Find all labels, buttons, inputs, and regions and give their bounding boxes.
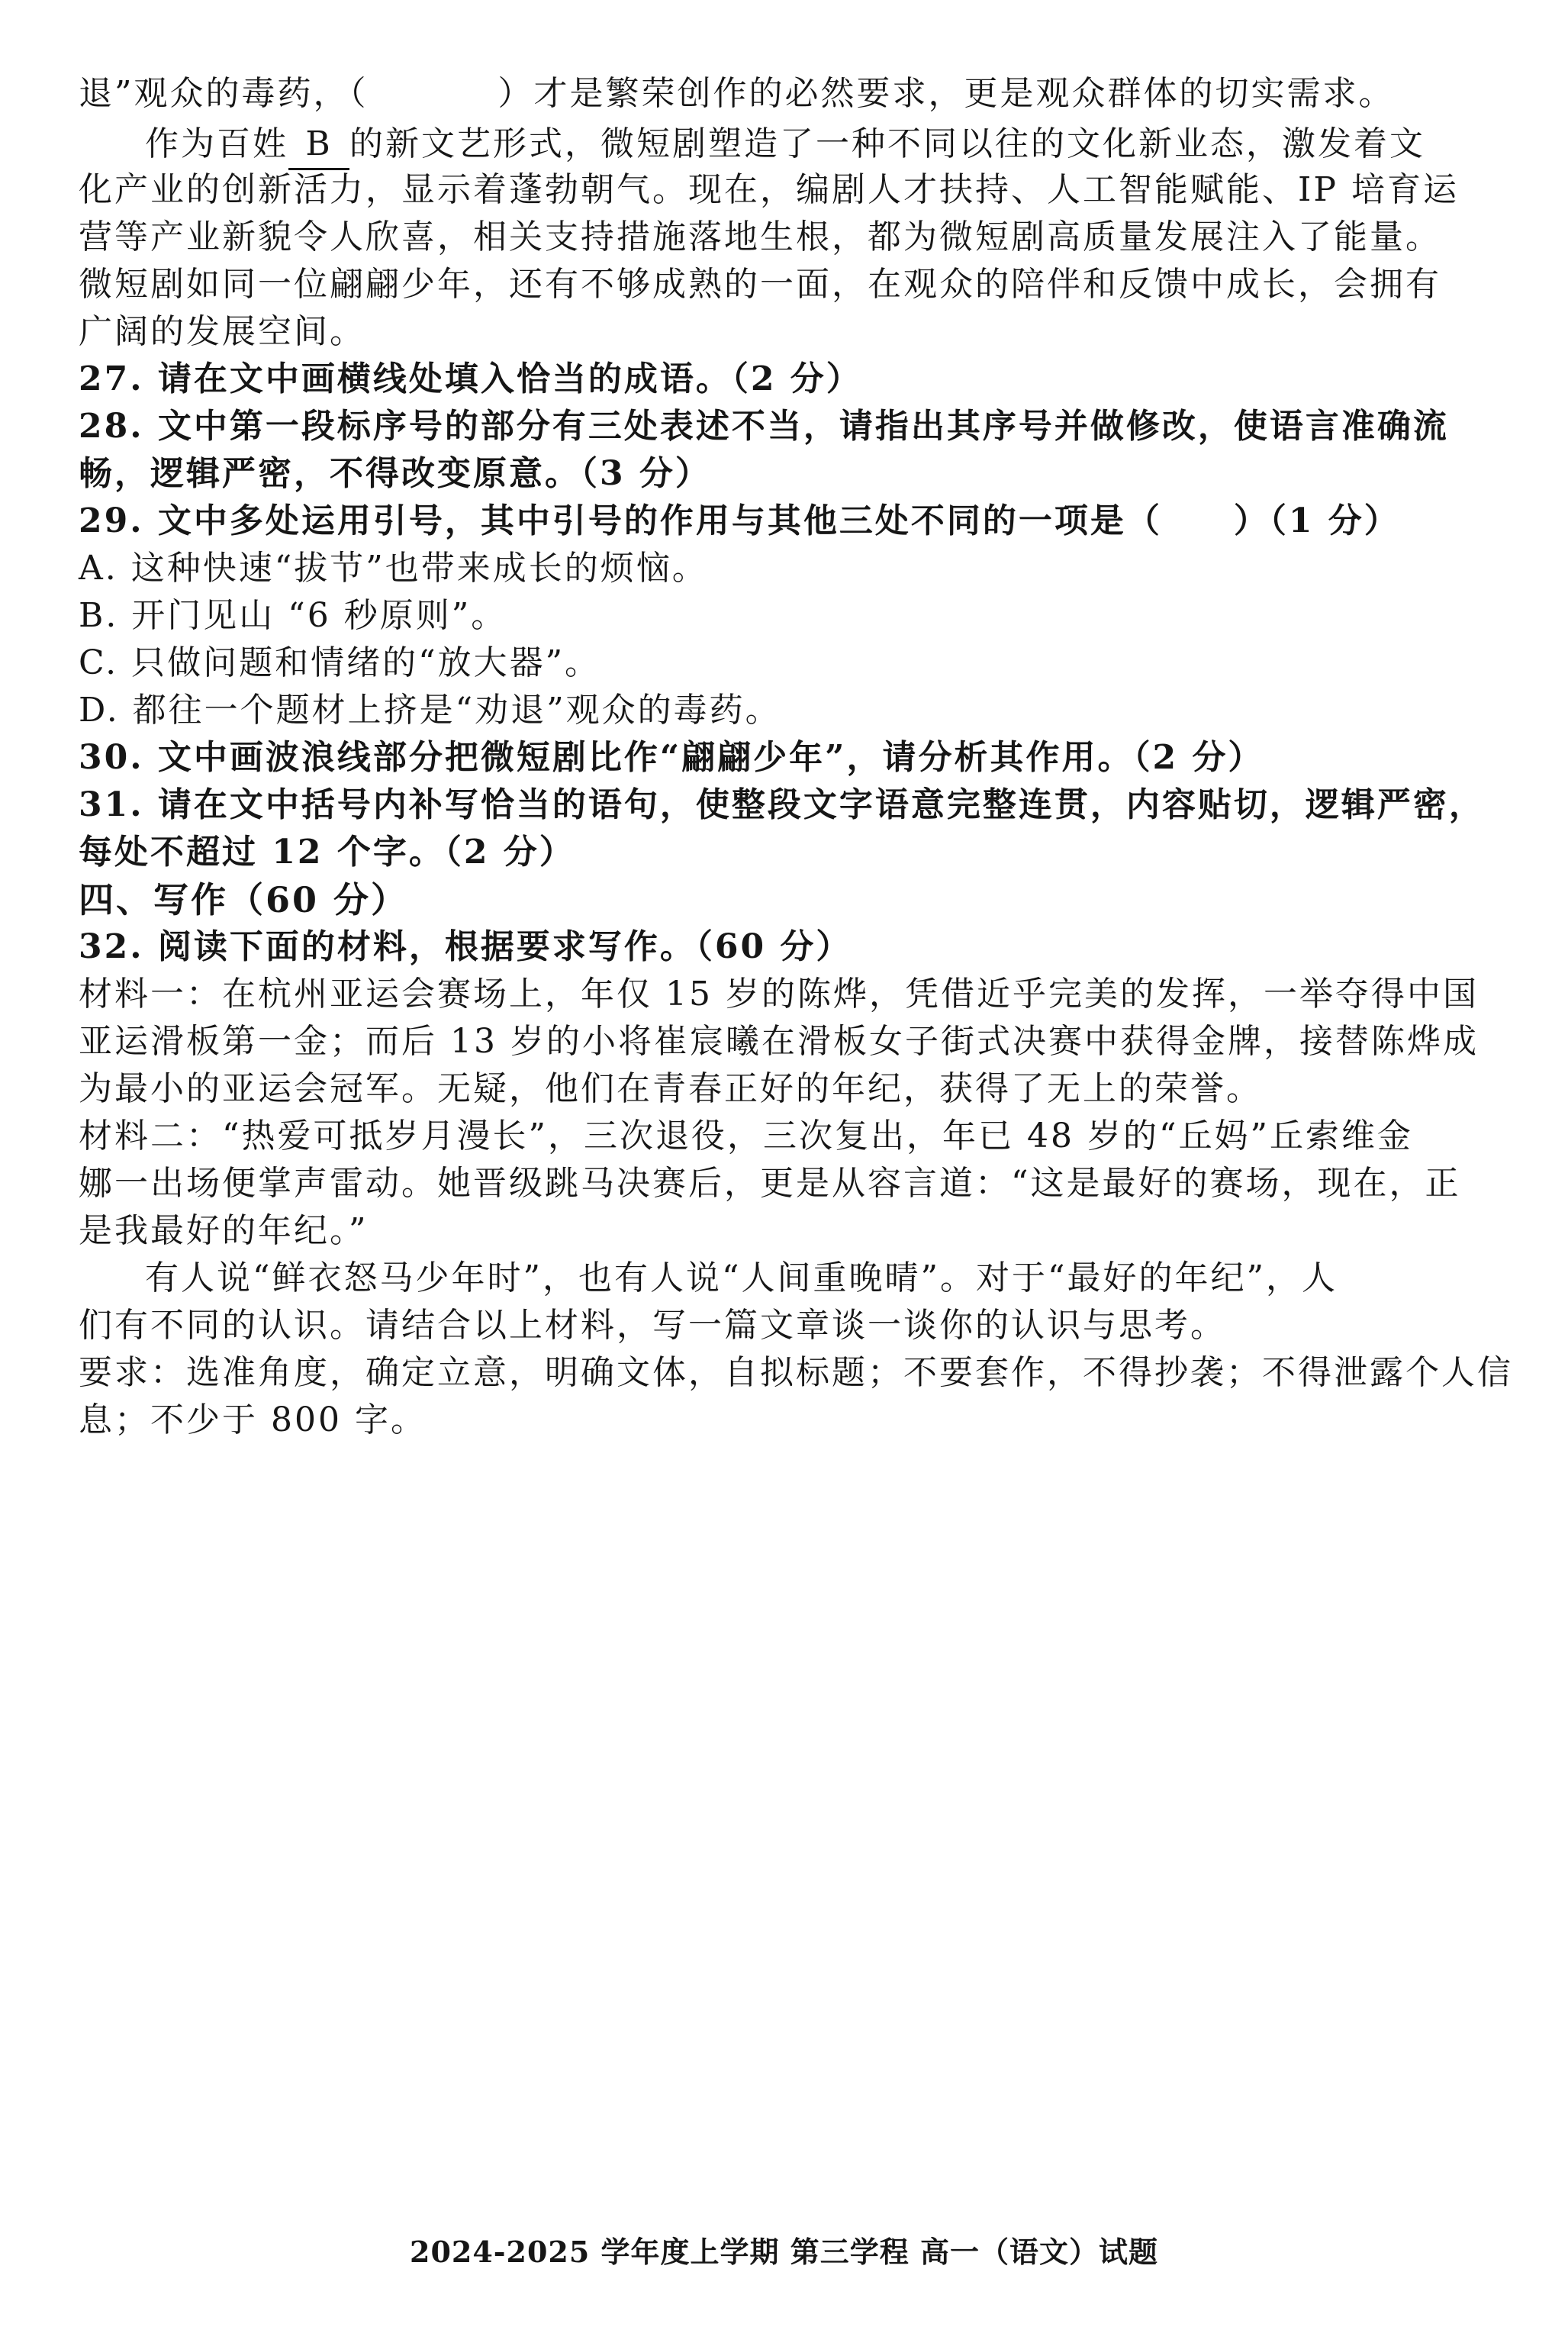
prompt-line: 们有不同的认识。请结合以上材料，写一篇文章谈一谈你的认识与思考。 xyxy=(79,1306,1226,1345)
option-d: D. 都往一个题材上挤是“劝退”观众的毒药。 xyxy=(79,691,781,730)
material-line: 材料一：在杭州亚运会赛场上，年仅 15 岁的陈烨，凭借近乎完美的发挥，一举夺得中国 xyxy=(79,975,1479,1014)
question-31-cont: 每处不超过 12 个字。（2 分） xyxy=(79,833,575,872)
question-28-cont: 畅，逻辑严密，不得改变原意。（3 分） xyxy=(79,454,711,493)
material-line: 娜一出场便掌声雷动。她晋级跳马决赛后，更是从容言道：“这是最好的赛场，现在，正 xyxy=(79,1164,1461,1203)
prompt-line: 有人说“鲜衣怒马少年时”，也有人说“人间重晚晴”。对于“最好的年纪”，人 xyxy=(145,1259,1338,1297)
question-32: 32. 阅读下面的材料，根据要求写作。（60 分） xyxy=(79,927,852,966)
passage-line: 微短剧如同一位翩翩少年，还有不够成熟的一面，在观众的陪伴和反馈中成长，会拥有 xyxy=(79,265,1441,304)
passage-line: 化产业的创新活力，显示着蓬勃朝气。现在，编剧人才扶持、人工智能赋能、IP 培育运 xyxy=(79,170,1459,209)
section-title: 四、写作（60 分） xyxy=(79,879,409,920)
answer-blank: B xyxy=(288,121,349,170)
question-28: 28. 文中第一段标序号的部分有三处表述不当，请指出其序号并做修改，使语言准确流 xyxy=(79,407,1449,446)
option-c: C. 只做问题和情绪的“放大器”。 xyxy=(79,643,601,682)
passage-line: 营等产业新貌令人欣喜，相关支持措施落地生根，都为微短剧高质量发展注入了能量。 xyxy=(79,218,1441,256)
question-31: 31. 请在文中括号内补写恰当的语句，使整段文字语意完整连贯，内容贴切，逻辑严密， xyxy=(79,785,1485,824)
passage-line: 作为百姓 B 的新文艺形式，微短剧塑造了一种不同以往的文化新业态，激发着文 xyxy=(145,121,1568,170)
passage-line: 广阔的发展空间。 xyxy=(79,312,365,351)
page-footer: 2024-2025 学年度上学期 第三学程 高一（语文）试题 xyxy=(410,2235,1158,2269)
requirement-line: 要求：选准角度，确定立意，明确文体，自拟标题；不要套作，不得抄袭；不得泄露个人信 xyxy=(79,1353,1513,1392)
material-line: 为最小的亚运会冠军。无疑，他们在青春正好的年纪，获得了无上的荣誉。 xyxy=(79,1069,1262,1108)
material-line: 亚运滑板第一金；而后 13 岁的小将崔宸曦在滑板女子街式决赛中获得金牌，接替陈烨成 xyxy=(79,1022,1479,1061)
material-line: 是我最好的年纪。” xyxy=(79,1211,369,1250)
question-30: 30. 文中画波浪线部分把微短剧比作“翩翩少年”，请分析其作用。（2 分） xyxy=(79,738,1264,777)
option-b: B. 开门见山 “6 秒原则”。 xyxy=(79,596,507,635)
requirement-line: 息；不少于 800 字。 xyxy=(79,1400,427,1439)
question-29: 29. 文中多处运用引号，其中引号的作用与其他三处不同的一项是（ ）（1 分） xyxy=(79,501,1400,540)
passage-line: 退”观众的毒药，（ ）才是繁荣创作的必然要求，更是观众群体的切实需求。 xyxy=(79,74,1395,113)
option-a: A. 这种快速“拔节”也带来成长的烦恼。 xyxy=(79,549,708,588)
material-line: 材料二：“热爱可抵岁月漫长”，三次退役，三次复出，年已 48 岁的“丘妈”丘索维金 xyxy=(79,1117,1413,1155)
question-27: 27. 请在文中画横线处填入恰当的成语。（2 分） xyxy=(79,359,862,398)
